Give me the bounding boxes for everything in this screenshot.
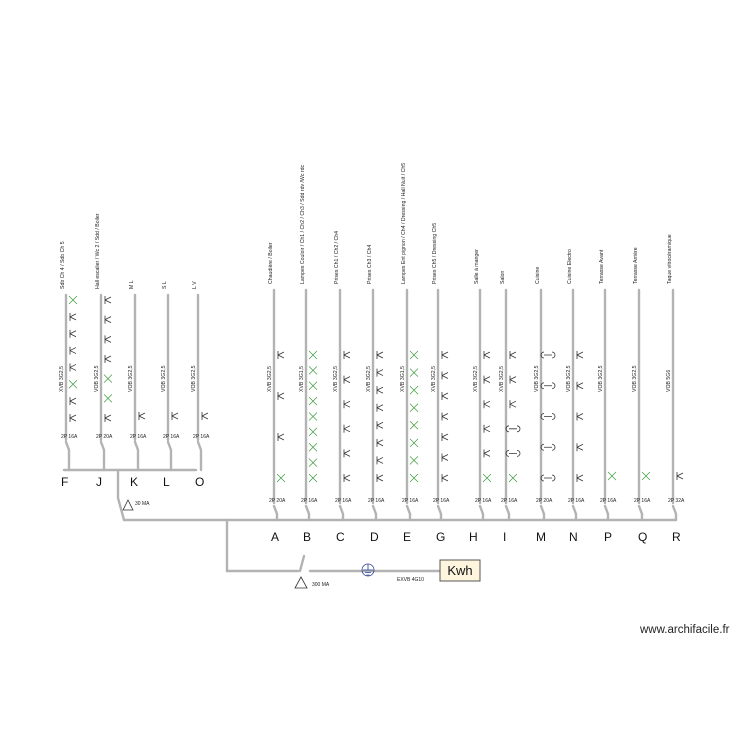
circuit-description: Salle à manger — [474, 249, 480, 284]
circuit-description: Chaudière / Boiler — [268, 242, 274, 284]
circuit-letter: Q — [638, 530, 648, 544]
circuit-letter: L — [163, 475, 170, 489]
circuit-description: Lampes Couloir / Ch1 / Ch2 / Ch3 / Sdd rdv /Wc rdc — [300, 164, 306, 284]
breaker-label: 2P 16A — [433, 498, 450, 504]
breaker-label: 2P 16A — [501, 498, 518, 504]
outlet-icon — [442, 413, 448, 421]
circuit-letter: O — [195, 475, 205, 489]
circuit-J — [94, 213, 113, 489]
double-outlet-icon — [541, 414, 555, 420]
outlet-icon — [278, 351, 284, 359]
lamp-cross-icon — [277, 474, 285, 482]
watermark: www.archifacile.fr — [640, 624, 730, 636]
lamp-cross-icon — [410, 456, 418, 464]
lamp-cross-icon — [104, 375, 112, 383]
cable-label: VOB 3G2,5 — [566, 365, 572, 392]
outlet-icon — [577, 351, 583, 359]
outlet-icon — [344, 351, 350, 359]
lamp-cross-icon — [69, 380, 77, 388]
breaker-label: 2P 16A — [402, 498, 419, 504]
double-outlet-icon — [541, 383, 555, 389]
cable-label: XVB 3G2,5 — [431, 366, 437, 392]
outlet-icon — [202, 412, 208, 420]
circuit-O — [191, 281, 210, 489]
double-outlet-icon — [506, 426, 520, 432]
circuit-description: Cuisine — [535, 266, 541, 284]
lamp-cross-icon — [410, 386, 418, 394]
cable-label: XVB 3G1,5 — [299, 366, 305, 392]
outlet-icon — [70, 313, 76, 321]
outlet-icon — [510, 376, 516, 384]
circuit-description: S L — [162, 281, 168, 289]
circuit-letter: I — [503, 530, 507, 544]
differential-30ma — [123, 500, 150, 510]
cable-label: XVB 3G2,5 — [499, 366, 505, 392]
outlet-icon — [105, 355, 111, 363]
earth-icon — [362, 564, 374, 576]
breaker-label: 2P 16A — [634, 498, 651, 504]
double-outlet-icon — [541, 444, 555, 450]
breaker-label: 2P 20A — [536, 498, 553, 504]
outlet-icon — [442, 372, 448, 380]
cable-label: XVB 3G2,5 — [473, 366, 479, 392]
lamp-cross-icon — [509, 474, 517, 482]
outlet-icon — [70, 397, 76, 405]
outlet-icon — [442, 351, 448, 359]
cable-label: VOB 3G2,5 — [191, 365, 197, 392]
breaker-label: 2P 16A — [61, 434, 78, 440]
lamp-cross-icon — [309, 382, 317, 390]
cable-label: XVB 3G1,5 — [400, 366, 406, 392]
outlet-icon — [377, 439, 383, 447]
lamp-cross-icon — [410, 474, 418, 482]
outlet-icon — [105, 414, 111, 422]
circuit-N — [566, 249, 585, 544]
outlet-icon — [70, 363, 76, 371]
outlet-icon — [484, 351, 490, 359]
circuit-M — [534, 267, 555, 544]
circuit-G — [431, 223, 450, 544]
kwh-meter-label: Kwh — [447, 563, 473, 578]
breaker-label: 2P 20A — [269, 498, 286, 504]
outlet-icon — [344, 474, 350, 482]
bus-wiring — [64, 470, 676, 571]
outlet-icon — [278, 433, 284, 441]
outlet-icon — [139, 412, 145, 420]
circuit-D — [366, 245, 385, 544]
cable-label: VOB 3G2,5 — [128, 365, 134, 392]
circuit-letter: E — [403, 530, 412, 544]
outlet-icon — [278, 392, 284, 400]
breaker-label: 2P 16A — [475, 498, 492, 504]
lamp-cross-icon — [410, 351, 418, 359]
lamp-cross-icon — [410, 404, 418, 412]
outlet-icon — [442, 454, 448, 462]
circuit-description: Prises Ch3 / Ch4 — [367, 244, 373, 284]
double-outlet-icon — [541, 475, 555, 481]
cable-label: XVB 3G2,5 — [366, 366, 372, 392]
lamp-cross-icon — [69, 296, 77, 304]
breaker-label: 2P 16A — [568, 498, 585, 504]
lamp-cross-icon — [309, 428, 317, 436]
outlet-icon — [377, 386, 383, 394]
outlet-icon — [344, 400, 350, 408]
circuit-description: Prises Ch1 / Ch2 / Ch4 — [334, 230, 340, 284]
circuit-description: Sdb Ch 4 / Sdb Ch 5 — [60, 241, 66, 289]
circuit-C — [333, 231, 352, 544]
breaker-label: 2P 16A — [163, 434, 180, 440]
circuit-description: Salon — [500, 270, 506, 284]
outlet-icon — [70, 347, 76, 355]
circuit-K — [128, 280, 147, 489]
lamp-cross-icon — [309, 413, 317, 421]
double-outlet-icon — [506, 450, 520, 456]
circuit-letter: R — [672, 530, 681, 544]
lamp-cross-icon — [309, 474, 317, 482]
outlet-icon — [344, 449, 350, 457]
circuit-I — [499, 271, 520, 544]
circuit-description: M L — [129, 280, 135, 289]
breaker-label: 2P 16A — [600, 498, 617, 504]
circuit-description: Hall escalier / Wc 2 / Sdd / Boiler — [95, 213, 101, 289]
outlet-icon — [577, 443, 583, 451]
circuit-B — [299, 165, 318, 544]
differential-300ma — [295, 577, 330, 588]
lamp-cross-icon — [309, 366, 317, 374]
outlet-icon — [70, 414, 76, 422]
cable-label: VOB 5G6 — [666, 369, 672, 392]
outlet-icon — [377, 404, 383, 412]
lamp-cross-icon — [104, 394, 112, 402]
outlet-icon — [70, 330, 76, 338]
circuit-letter: A — [271, 530, 280, 544]
circuit-letter: F — [61, 475, 69, 489]
circuit-description: Prises Ch5 / Dressing Ch5 — [432, 222, 438, 284]
breaker-label: 2P 16A — [301, 498, 318, 504]
outlet-icon — [377, 351, 383, 359]
cable-label: VOB 3G2,5 — [598, 365, 604, 392]
circuit-L — [161, 281, 180, 489]
circuit-letter: M — [536, 530, 546, 544]
lamp-cross-icon — [642, 472, 650, 480]
outlet-icon — [172, 412, 178, 420]
cable-label: VOB 3G2,5 — [94, 365, 100, 392]
outlet-icon — [105, 335, 111, 343]
lamp-cross-icon — [309, 351, 317, 359]
circuit-description: Terrasse Arrière — [633, 247, 639, 284]
outlet-icon — [377, 456, 383, 464]
circuit-description: Terrasse Avant — [599, 249, 605, 284]
circuits — [59, 163, 685, 544]
outlet-icon — [377, 474, 383, 482]
circuit-H — [469, 249, 492, 544]
breaker-label: 2P 16A — [193, 434, 210, 440]
outlet-icon — [105, 316, 111, 324]
circuit-Q — [632, 247, 651, 544]
circuit-P — [598, 249, 617, 544]
outlet-icon — [577, 382, 583, 390]
circuit-description: Taque vitrocéramique — [667, 234, 673, 284]
outlet-icon — [577, 474, 583, 482]
breaker-label: 2P 32A — [668, 498, 685, 504]
breaker-label: 2P 16A — [335, 498, 352, 504]
circuit-letter: D — [370, 530, 379, 544]
outlet-icon — [484, 425, 490, 433]
double-outlet-icon — [541, 352, 555, 358]
outlet-icon — [484, 449, 490, 457]
circuit-letter: B — [303, 530, 312, 544]
circuit-letter: N — [569, 530, 578, 544]
lamp-cross-icon — [309, 443, 317, 451]
circuit-letter: C — [336, 530, 345, 544]
outlet-icon — [510, 351, 516, 359]
lamp-cross-icon — [410, 369, 418, 377]
outlet-icon — [484, 376, 490, 384]
outlet-icon — [484, 400, 490, 408]
differential-30ma-label: 30 MA — [135, 501, 150, 507]
cable-label: XVB 3G2,5 — [333, 366, 339, 392]
outlet-icon — [510, 400, 516, 408]
circuit-F — [59, 241, 78, 489]
circuit-letter: H — [469, 530, 478, 544]
differential-300ma-label: 300 MA — [312, 582, 330, 588]
lamp-cross-icon — [410, 421, 418, 429]
cable-label: VOB 3G2,5 — [534, 365, 540, 392]
lamp-cross-icon — [309, 459, 317, 467]
lamp-cross-icon — [483, 474, 491, 482]
lamp-cross-icon — [608, 472, 616, 480]
circuit-R — [666, 234, 685, 544]
outlet-icon — [344, 376, 350, 384]
outlet-icon — [105, 296, 111, 304]
circuit-A — [267, 242, 286, 544]
circuit-letter: K — [130, 475, 139, 489]
circuit-description: Lampes Ent pignon / Ch4 / Dressing / Hall Nuit / Ch5 — [401, 162, 407, 284]
outlet-icon — [677, 472, 683, 480]
supply-cable-label: EXVB 4G10 — [397, 577, 424, 583]
circuit-E — [400, 163, 419, 544]
outlet-icon — [344, 425, 350, 433]
cable-label: XVB 3G2,5 — [267, 366, 273, 392]
kwh-meter — [440, 560, 480, 581]
cable-label: VOB 3G2,5 — [161, 365, 167, 392]
circuit-letter: P — [604, 530, 613, 544]
breaker-label: 2P 16A — [368, 498, 385, 504]
outlet-icon — [577, 413, 583, 421]
outlet-icon — [377, 421, 383, 429]
outlet-icon — [442, 433, 448, 441]
breaker-label: 2P 16A — [130, 434, 147, 440]
cable-label: XVB 3G2,5 — [59, 366, 65, 392]
lamp-cross-icon — [410, 439, 418, 447]
circuit-description: L V — [192, 281, 198, 289]
circuit-letter: G — [436, 530, 446, 544]
lamp-cross-icon — [309, 397, 317, 405]
circuit-description: Cuisine Electro — [567, 249, 573, 284]
outlet-icon — [442, 392, 448, 400]
cable-label: VOB 3G2,5 — [632, 365, 638, 392]
outlet-icon — [442, 474, 448, 482]
circuit-letter: J — [96, 475, 102, 489]
outlet-icon — [377, 369, 383, 377]
breaker-label: 2P 20A — [96, 434, 113, 440]
